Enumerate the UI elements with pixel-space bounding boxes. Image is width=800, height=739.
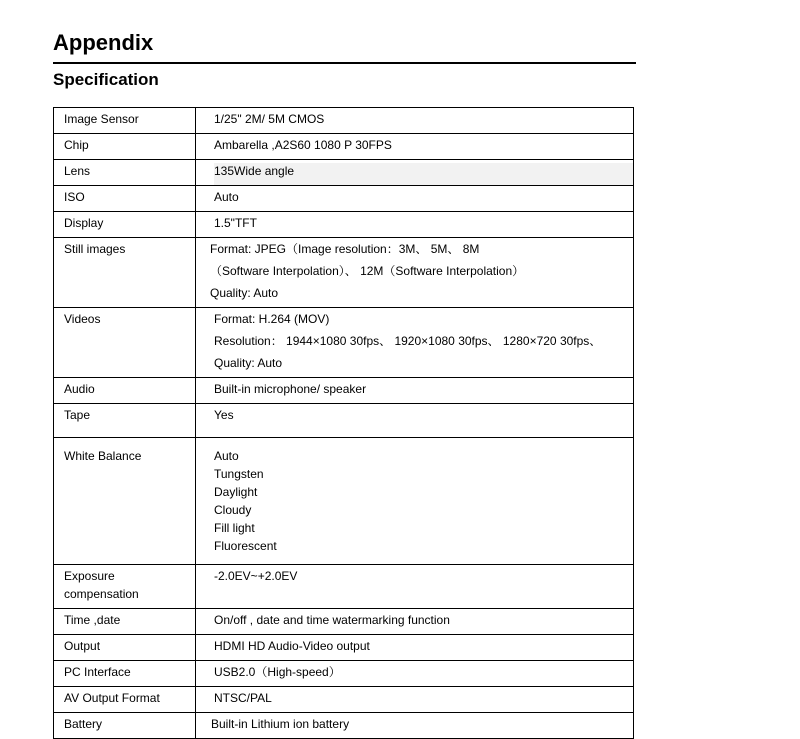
title-divider [53,62,636,64]
spec-label: Still images [54,238,196,308]
spec-value: Built-in Lithium ion battery [196,713,634,739]
spec-label: Image Sensor [54,108,196,134]
spec-label: Tape [54,404,196,438]
table-row [54,565,634,609]
table-row [54,186,634,212]
spec-label: Audio [54,378,196,404]
specification-table [53,107,634,739]
spec-value: 1/25" 2M/ 5M CMOS [196,108,634,134]
spec-value: Auto [196,186,634,212]
table-row [54,134,634,160]
spec-value: Format: JPEG（Image resolution：3M、 5M、 8M （Software Interpolation）、 12M（Software Interpolation） Quality: Auto [196,238,634,308]
table-row [54,238,634,308]
spec-value: Auto Tungsten Daylight Cloudy Fill light Fluorescent [196,438,634,565]
spec-label: Output [54,635,196,661]
spec-value: On/off , date and time watermarking function [196,609,634,635]
spec-value: HDMI HD Audio-Video output [196,635,634,661]
table-row [54,609,634,635]
spec-value: USB2.0（High-speed） [196,661,634,687]
table-row [54,378,634,404]
section-title: Specification [53,70,159,89]
spec-value: -2.0EV~+2.0EV [196,565,634,609]
spec-label: White Balance [54,438,196,565]
spec-label: Chip [54,134,196,160]
spec-label: Display [54,212,196,238]
table-row [54,713,634,739]
spec-label: Battery [54,713,196,739]
spec-label: Time ,date [54,609,196,635]
spec-label: Videos [54,308,196,378]
spec-label: AV Output Format [54,687,196,713]
table-row [54,404,634,438]
table-row [54,687,634,713]
spec-label: Lens [54,160,196,186]
spec-value: Yes [196,404,634,438]
spec-value: 1.5"TFT [196,212,634,238]
spec-value: Format: H.264 (MOV) Resolution： 1944×1080 30fps、 1920×1080 30fps、 1280×720 30fps、 Quality: Auto [196,308,634,378]
spec-label: ISO [54,186,196,212]
spec-value: 135Wide angle [196,160,634,186]
spec-value: Built-in microphone/ speaker [196,378,634,404]
page-title: Appendix [53,30,154,55]
table-row [54,160,634,186]
table-row [54,635,634,661]
table-row [54,108,634,134]
table-row [54,212,634,238]
table-row [54,308,634,378]
table-row [54,438,634,565]
spec-label: Exposure compensation [54,565,196,609]
table-row [54,661,634,687]
spec-value: Ambarella ,A2S60 1080 P 30FPS [196,134,634,160]
spec-label: PC Interface [54,661,196,687]
spec-value: NTSC/PAL [196,687,634,713]
